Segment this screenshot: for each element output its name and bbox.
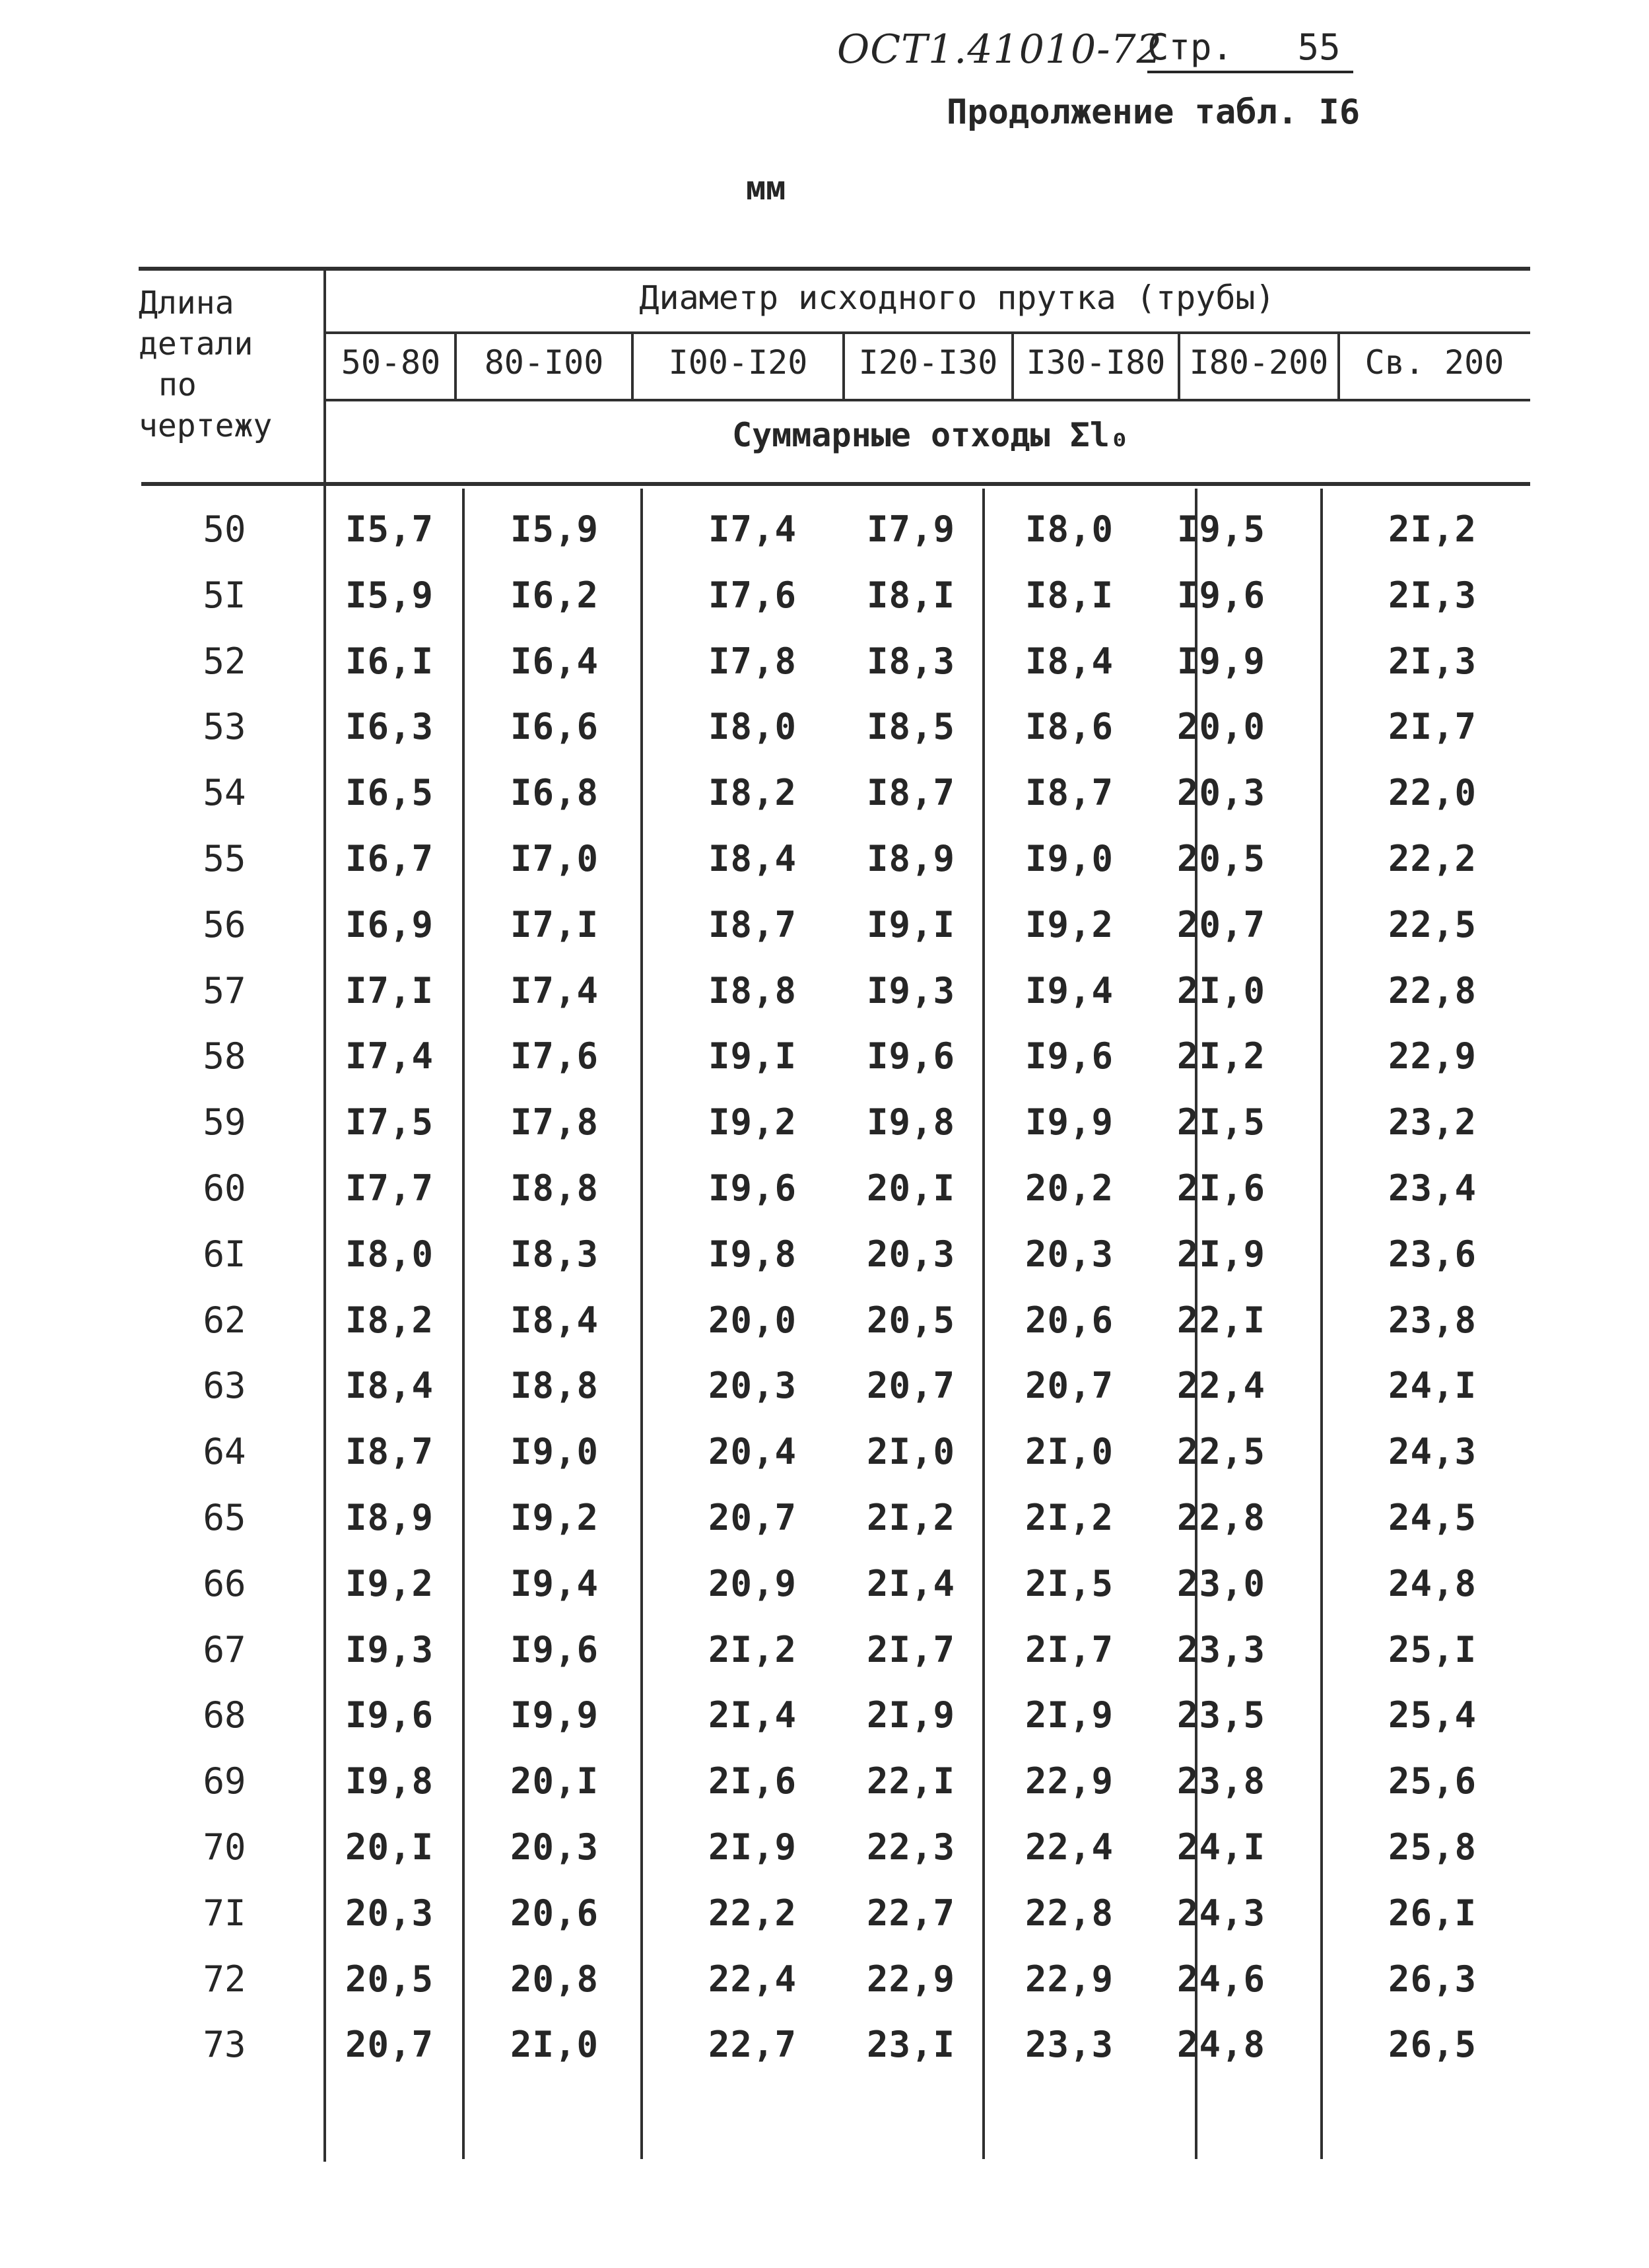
waste-value-cell: 24,3	[1176, 1892, 1266, 1934]
part-length-cell: 50	[203, 508, 246, 550]
waste-value-cell: I8,7	[345, 1431, 434, 1472]
waste-value-cell: 2I,0	[510, 2024, 599, 2065]
waste-value-cell: 22,9	[1025, 1958, 1114, 2000]
waste-value-cell: I9,2	[510, 1497, 599, 1538]
waste-value-cell: 20,7	[708, 1497, 797, 1538]
part-length-cell: 6I	[203, 1233, 246, 1275]
waste-value-cell: 2I,7	[1388, 706, 1477, 747]
waste-value-cell: 23,2	[1388, 1101, 1477, 1143]
waste-value-cell: 22,2	[1388, 838, 1477, 879]
waste-value-cell: I6,8	[510, 772, 599, 813]
waste-value-cell: 20,3	[345, 1892, 434, 1934]
part-length-cell: 52	[203, 640, 246, 682]
waste-value-cell: 22,7	[866, 1892, 956, 1934]
waste-value-cell: 26,I	[1388, 1892, 1477, 1934]
waste-value-cell: 2I,4	[708, 1694, 797, 1736]
waste-value-cell: I7,I	[510, 904, 599, 945]
waste-value-cell: 2I,0	[1025, 1431, 1114, 1472]
part-length-cell: 57	[203, 970, 246, 1012]
waste-value-cell: 20,5	[1176, 838, 1266, 879]
waste-value-cell: 2I,7	[866, 1629, 956, 1670]
waste-value-cell: 25,4	[1388, 1694, 1477, 1736]
diameter-column-header: I00-I20	[668, 343, 808, 382]
column-header-rule	[325, 399, 1530, 401]
waste-value-cell: I8,4	[510, 1299, 599, 1341]
waste-value-cell: I7,9	[866, 508, 956, 550]
part-length-cell: 63	[203, 1365, 246, 1406]
waste-value-cell: I9,6	[1025, 1035, 1114, 1077]
waste-value-cell: 22,5	[1176, 1431, 1266, 1472]
waste-value-cell: 20,7	[345, 2024, 434, 2065]
page-number: 55	[1297, 26, 1341, 68]
part-length-cell: 55	[203, 838, 246, 879]
waste-value-cell: I6,5	[345, 772, 434, 813]
diameter-header: Диаметр исходного прутка (трубы)	[639, 279, 1275, 317]
waste-value-cell: 23,3	[1176, 1629, 1266, 1670]
part-length-cell: 66	[203, 1563, 246, 1604]
waste-value-cell: 22,4	[1176, 1365, 1266, 1406]
waste-value-cell: I9,0	[510, 1431, 599, 1472]
waste-value-cell: I6,6	[510, 706, 599, 747]
waste-value-cell: 2I,2	[708, 1629, 797, 1670]
waste-value-cell: 26,5	[1388, 2024, 1477, 2065]
diameter-header-rule	[325, 331, 1530, 334]
waste-value-cell: I5,7	[345, 508, 434, 550]
waste-value-cell: 22,8	[1176, 1497, 1266, 1538]
length-column-divider	[323, 267, 326, 2162]
waste-value-cell: 2I,0	[866, 1431, 956, 1472]
document-code: ОСТ1.41010-72	[837, 26, 1162, 73]
column-header-divider	[1011, 334, 1014, 399]
waste-value-cell: 25,8	[1388, 1826, 1477, 1868]
part-length-cell: 72	[203, 1958, 246, 2000]
waste-value-cell: 20,I	[510, 1760, 599, 1802]
waste-value-cell: 22,4	[1025, 1826, 1114, 1868]
waste-value-cell: 2I,4	[866, 1563, 956, 1604]
waste-value-cell: I8,2	[708, 772, 797, 813]
waste-value-cell: I7,5	[345, 1101, 434, 1143]
diameter-column-header: 50-80	[341, 343, 441, 382]
waste-value-cell: I8,I	[866, 574, 956, 616]
waste-value-cell: I8,6	[1025, 706, 1114, 747]
part-length-cell: 58	[203, 1035, 246, 1077]
waste-value-cell: I6,3	[345, 706, 434, 747]
waste-value-cell: I9,8	[866, 1101, 956, 1143]
waste-value-cell: 20,8	[510, 1958, 599, 2000]
waste-value-cell: 22,9	[1388, 1035, 1477, 1077]
waste-value-cell: I6,9	[345, 904, 434, 945]
waste-value-cell: I9,4	[1025, 970, 1114, 1012]
waste-value-cell: 23,I	[866, 2024, 956, 2065]
waste-value-cell: 20,0	[1176, 706, 1266, 747]
waste-value-cell: I7,7	[345, 1167, 434, 1209]
column-header-divider	[1337, 334, 1340, 399]
waste-value-cell: 20,5	[345, 1958, 434, 2000]
diameter-column-header: Св. 200	[1364, 343, 1504, 382]
waste-value-cell: 23,5	[1176, 1694, 1266, 1736]
waste-value-cell: I8,0	[345, 1233, 434, 1275]
waste-value-cell: I7,8	[510, 1101, 599, 1143]
part-length-cell: 59	[203, 1101, 246, 1143]
waste-value-cell: 23,4	[1388, 1167, 1477, 1209]
part-length-cell: 70	[203, 1826, 246, 1868]
waste-value-cell: I9,I	[708, 1035, 797, 1077]
part-length-cell: 56	[203, 904, 246, 945]
part-length-cell: 68	[203, 1694, 246, 1736]
part-length-cell: 62	[203, 1299, 246, 1341]
waste-value-cell: 22,I	[866, 1760, 956, 1802]
waste-value-cell: 22,I	[1176, 1299, 1266, 1341]
value-column-divider	[640, 489, 643, 2159]
waste-value-cell: 20,3	[510, 1826, 599, 1868]
waste-value-cell: 24,8	[1388, 1563, 1477, 1604]
waste-value-cell: 2I,6	[1176, 1167, 1266, 1209]
part-length-cell: 64	[203, 1431, 246, 1472]
waste-value-cell: 20,7	[866, 1365, 956, 1406]
waste-value-cell: 20,3	[1176, 772, 1266, 813]
waste-value-cell: I7,4	[345, 1035, 434, 1077]
waste-value-cell: 22,5	[1388, 904, 1477, 945]
waste-value-cell: I7,6	[510, 1035, 599, 1077]
waste-value-cell: 2I,3	[1388, 640, 1477, 682]
waste-value-cell: I5,9	[345, 574, 434, 616]
waste-value-cell: I7,I	[345, 970, 434, 1012]
waste-value-cell: I9,8	[708, 1233, 797, 1275]
waste-value-cell: I9,3	[345, 1629, 434, 1670]
waste-value-cell: I8,9	[345, 1497, 434, 1538]
waste-value-cell: 23,0	[1176, 1563, 1266, 1604]
waste-value-cell: 2I,9	[866, 1694, 956, 1736]
waste-value-cell: I8,3	[510, 1233, 599, 1275]
waste-value-cell: 2I,9	[1176, 1233, 1266, 1275]
waste-value-cell: 22,8	[1388, 970, 1477, 1012]
waste-value-cell: I8,2	[345, 1299, 434, 1341]
waste-value-cell: I8,4	[1025, 640, 1114, 682]
value-column-divider	[462, 489, 465, 2159]
part-length-cell: 5I	[203, 574, 246, 616]
waste-value-cell: 25,6	[1388, 1760, 1477, 1802]
header-bottom-rule	[141, 482, 1530, 486]
waste-value-cell: 20,3	[1025, 1233, 1114, 1275]
waste-value-cell: 22,9	[1025, 1760, 1114, 1802]
waste-value-cell: 20,I	[345, 1826, 434, 1868]
waste-value-cell: I8,0	[1025, 508, 1114, 550]
waste-value-cell: I8,8	[510, 1167, 599, 1209]
waste-value-cell: 22,3	[866, 1826, 956, 1868]
waste-value-cell: 2I,6	[708, 1760, 797, 1802]
waste-value-cell: I8,5	[866, 706, 956, 747]
waste-value-cell: I8,8	[510, 1365, 599, 1406]
waste-value-cell: 22,7	[708, 2024, 797, 2065]
waste-value-cell: 2I,3	[1388, 574, 1477, 616]
diameter-column-header: I30-I80	[1026, 343, 1166, 382]
column-header-divider	[842, 334, 845, 399]
waste-value-cell: I9,2	[708, 1101, 797, 1143]
waste-value-cell: 24,I	[1388, 1365, 1477, 1406]
waste-value-cell: 2I,2	[1176, 1035, 1266, 1077]
part-length-cell: 53	[203, 706, 246, 747]
part-length-cell: 54	[203, 772, 246, 813]
waste-value-cell: 20,I	[866, 1167, 956, 1209]
waste-value-cell: I7,0	[510, 838, 599, 879]
length-column-header	[139, 283, 323, 446]
page-label: Стр.	[1147, 26, 1234, 68]
waste-value-cell: I8,4	[708, 838, 797, 879]
waste-value-cell: I8,3	[866, 640, 956, 682]
waste-value-cell: 20,7	[1025, 1365, 1114, 1406]
part-length-cell: 73	[203, 2024, 246, 2065]
waste-value-cell: 20,4	[708, 1431, 797, 1472]
waste-value-cell: I7,8	[708, 640, 797, 682]
waste-value-cell: 22,9	[866, 1958, 956, 2000]
waste-value-cell: 20,9	[708, 1563, 797, 1604]
waste-value-cell: I6,4	[510, 640, 599, 682]
page-number-label	[1147, 26, 1353, 73]
part-length-cell: 69	[203, 1760, 246, 1802]
waste-value-cell: 20,5	[866, 1299, 956, 1341]
waste-value-cell: I8,0	[708, 706, 797, 747]
units-label: мм	[746, 169, 786, 207]
waste-value-cell: 23,6	[1388, 1233, 1477, 1275]
waste-value-cell: I8,7	[866, 772, 956, 813]
waste-value-cell: 24,3	[1388, 1431, 1477, 1472]
waste-value-cell: I9,6	[708, 1167, 797, 1209]
length-header-line: Длина	[139, 285, 234, 322]
waste-value-cell: I9,5	[1176, 508, 1266, 550]
waste-value-cell: I7,4	[708, 508, 797, 550]
part-length-cell: 7I	[203, 1892, 246, 1934]
waste-value-cell: 20,3	[708, 1365, 797, 1406]
waste-value-cell: 2I,2	[1025, 1497, 1114, 1538]
waste-value-cell: 2I,7	[1025, 1629, 1114, 1670]
waste-value-cell: I9,3	[866, 970, 956, 1012]
waste-value-cell: 20,6	[510, 1892, 599, 1934]
waste-value-cell: 20,6	[1025, 1299, 1114, 1341]
waste-value-cell: 24,5	[1388, 1497, 1477, 1538]
waste-value-cell: I9,6	[510, 1629, 599, 1670]
waste-value-cell: I9,9	[1176, 640, 1266, 682]
table-continuation-title: Продолжение табл. I6	[947, 92, 1361, 132]
waste-value-cell: 24,I	[1176, 1826, 1266, 1868]
length-header-line: чертежу	[139, 407, 273, 444]
waste-value-cell: 2I,2	[1388, 508, 1477, 550]
waste-value-cell: 20,0	[708, 1299, 797, 1341]
waste-value-cell: 22,8	[1025, 1892, 1114, 1934]
column-header-divider	[631, 334, 634, 399]
waste-value-cell: 24,6	[1176, 1958, 1266, 2000]
waste-value-cell: I9,6	[345, 1694, 434, 1736]
waste-value-cell: 20,2	[1025, 1167, 1114, 1209]
waste-value-cell: I9,I	[866, 904, 956, 945]
waste-value-cell: I6,7	[345, 838, 434, 879]
waste-value-cell: I9,2	[345, 1563, 434, 1604]
waste-value-cell: I8,7	[708, 904, 797, 945]
waste-value-cell: I9,9	[1025, 1101, 1114, 1143]
waste-value-cell: I5,9	[510, 508, 599, 550]
waste-value-cell: 2I,2	[866, 1497, 956, 1538]
waste-value-cell: I6,2	[510, 574, 599, 616]
part-length-cell: 67	[203, 1629, 246, 1670]
waste-value-cell: I9,9	[510, 1694, 599, 1736]
waste-value-cell: 2I,9	[1025, 1694, 1114, 1736]
part-length-cell: 60	[203, 1167, 246, 1209]
diameter-column-header: 80-I00	[484, 343, 604, 382]
length-header-line: по	[158, 366, 197, 403]
waste-value-cell: 22,0	[1388, 772, 1477, 813]
waste-value-cell: I9,2	[1025, 904, 1114, 945]
waste-value-cell: 23,8	[1176, 1760, 1266, 1802]
waste-value-cell: I9,0	[1025, 838, 1114, 879]
waste-value-cell: 24,8	[1176, 2024, 1266, 2065]
waste-value-cell: I9,6	[1176, 574, 1266, 616]
column-header-divider	[1178, 334, 1180, 399]
waste-value-cell: I8,8	[708, 970, 797, 1012]
waste-value-cell: 26,3	[1388, 1958, 1477, 2000]
waste-value-cell: 20,7	[1176, 904, 1266, 945]
waste-value-cell: I9,6	[866, 1035, 956, 1077]
waste-value-cell: I6,I	[345, 640, 434, 682]
part-length-cell: 65	[203, 1497, 246, 1538]
waste-value-cell: I9,4	[510, 1563, 599, 1604]
waste-value-cell: 2I,0	[1176, 970, 1266, 1012]
waste-value-cell: I8,I	[1025, 574, 1114, 616]
diameter-column-header: I80-200	[1189, 343, 1329, 382]
waste-value-cell: 22,4	[708, 1958, 797, 2000]
diameter-column-header: I20-I30	[858, 343, 998, 382]
value-column-divider	[1320, 489, 1323, 2159]
waste-value-cell: 25,I	[1388, 1629, 1477, 1670]
waste-value-cell: 23,3	[1025, 2024, 1114, 2065]
waste-value-cell: 2I,9	[708, 1826, 797, 1868]
column-header-divider	[454, 334, 457, 399]
waste-value-cell: I8,7	[1025, 772, 1114, 813]
waste-value-cell: I9,8	[345, 1760, 434, 1802]
waste-value-cell: I7,6	[708, 574, 797, 616]
waste-value-cell: I8,9	[866, 838, 956, 879]
waste-value-cell: 23,8	[1388, 1299, 1477, 1341]
table-top-rule	[139, 267, 1530, 271]
waste-value-cell: 22,2	[708, 1892, 797, 1934]
waste-value-cell: 2I,5	[1176, 1101, 1266, 1143]
sum-waste-header: Суммарные отходы Σl₀	[731, 416, 1130, 454]
waste-value-cell: I7,4	[510, 970, 599, 1012]
waste-value-cell: 2I,5	[1025, 1563, 1114, 1604]
length-header-line: детали	[139, 326, 253, 362]
waste-value-cell: I8,4	[345, 1365, 434, 1406]
waste-value-cell: 20,3	[866, 1233, 956, 1275]
